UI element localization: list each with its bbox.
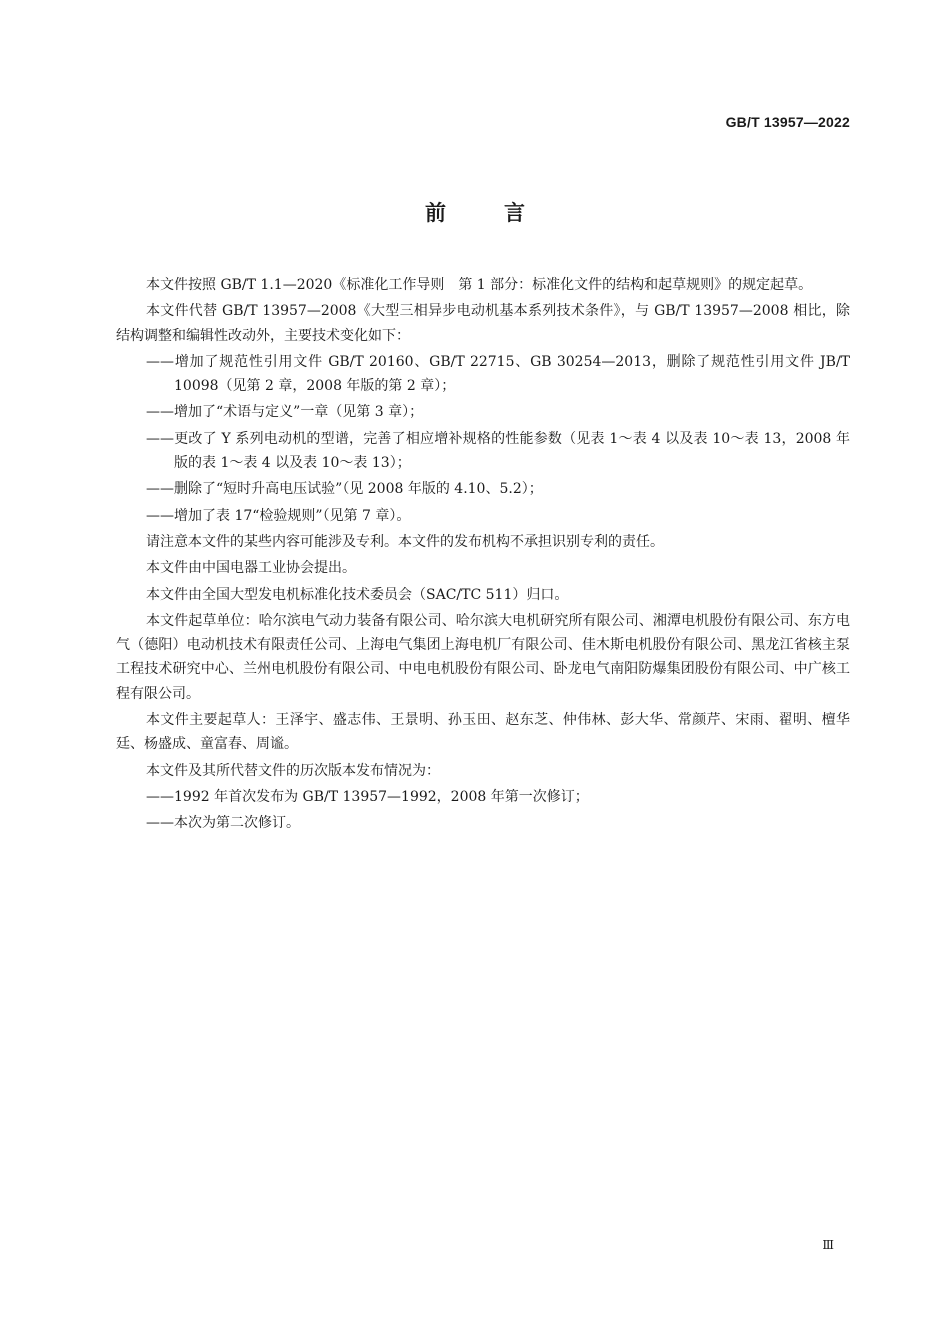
patent-notice-paragraph: 请注意本文件的某些内容可能涉及专利。本文件的发布机构不承担识别专利的责任。	[146, 533, 664, 550]
drafting-rules-paragraph: 本文件按照 GB/T 1.1—2020《标准化工作导则 第 1 部分：标准化文件的结构和起草规则》的规定起草。	[146, 277, 813, 293]
change-item: ——删除了“短时升高电压试验”（见 2008 年版的 4.10、5.2）；	[146, 481, 543, 498]
change-item: ——更改了 Y 系列电动机的型谱，完善了相应增补规格的性能参数（见表 1～表 4 以及表 10～表 13，2008 年版的表 1～表 4 以及表 10～表 13）；	[146, 430, 850, 472]
standard-code: GB/T 13957—2022	[725, 114, 850, 130]
drafting-units-paragraph: 本文件起草单位：哈尔滨电气动力装备有限公司、哈尔滨大电机研究所有限公司、湘潭电机股份有限公司、东方电气（德阳）电动机技术有限责任公司、上海电气集团上海电机厂有限公司、佳木斯电机股份有限公司、黑龙江省核主泵工程技术研究中心、兰州电机股份有限公司、中电电机股份有限公司、卧龙电气南阳防爆集团股份有限公司、中广核工程有限公司。	[116, 612, 850, 702]
committee-paragraph: 本文件由全国大型发电机标准化技术委员会（SAC/TC 511）归口。	[146, 586, 569, 603]
change-item: ——增加了表 17“检验规则”（见第 7 章）。	[146, 507, 411, 524]
change-item: ——增加了规范性引用文件 GB/T 20160、GB/T 22715、GB 30254—2013，删除了规范性引用文件 JB/T 10098（见第 2 章，2008 年版的第 2 章）；	[146, 353, 850, 395]
document-body	[116, 273, 850, 838]
history-item: ——本次为第二次修订。	[146, 815, 300, 832]
history-item: ——1992 年首次发布为 GB/T 13957—1992，2008 年第一次修订；	[146, 788, 589, 805]
change-list	[116, 350, 850, 528]
history-intro-paragraph: 本文件及其所代替文件的历次版本发布情况为：	[146, 762, 440, 779]
history-list	[116, 785, 850, 836]
page-number: Ⅲ	[822, 1238, 834, 1252]
change-item: ——增加了“术语与定义”一章（见第 3 章）；	[146, 404, 424, 421]
proposer-paragraph: 本文件由中国电器工业协会提出。	[146, 560, 356, 577]
replacement-paragraph: 本文件代替 GB/T 13957—2008《大型三相异步电动机基本系列技术条件》，与 GB/T 13957—2008 相比，除结构调整和编辑性改动外，主要技术变化如下：	[116, 303, 850, 344]
drafters-paragraph: 本文件主要起草人：王泽宇、盛志伟、王景明、孙玉田、赵东芝、仲伟林、彭大华、常颜芹、宋雨、翟明、檀华廷、杨盛成、童富春、周谧。	[116, 712, 850, 753]
page-title: 前言	[425, 201, 583, 225]
